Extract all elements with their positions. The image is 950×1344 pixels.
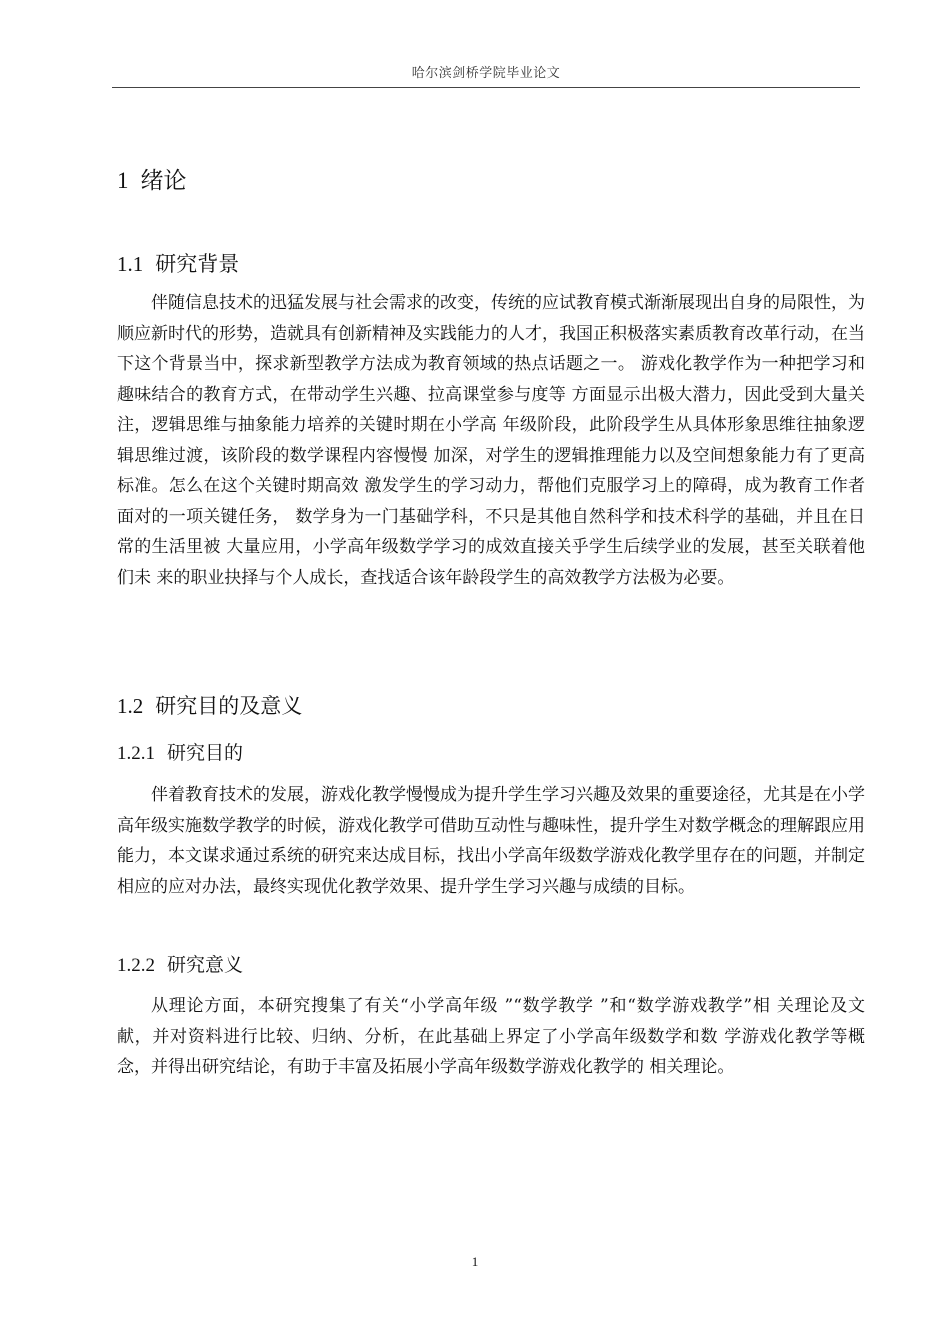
header-rule [112, 87, 860, 88]
paragraph-purpose: 伴着教育技术的发展，游戏化教学慢慢成为提升学生学习兴趣及效果的重要途径，尤其是在小学高年级实施数学教学的时候，游戏化教学可借助互动性与趣味性，提升学生对数学概念的理解跟应用能力，本文谋求通过系统的研究来达成目标，找出小学高年级数学游戏化教学里存在的问题，并制定相应的应对办法，最终实现优化教学效果、提升学生学习兴趣与成绩的目标。 [117, 785, 865, 897]
subsection-title: 研究目的 [167, 742, 244, 764]
chapter-heading [117, 162, 187, 195]
section-title: 研究背景 [155, 252, 240, 276]
subsection-title: 研究意义 [167, 954, 244, 976]
subsection-number: 1.2.1 [117, 743, 155, 764]
section-title: 研究目的及意义 [155, 694, 303, 718]
page-header: 哈尔滨剑桥学院毕业论文 [411, 66, 561, 81]
section-number: 1.2 [117, 694, 144, 718]
section-heading-1-1 [117, 248, 239, 278]
chapter-number: 1 [117, 168, 129, 193]
chapter-title: 绪论 [140, 168, 187, 194]
section-heading-1-2 [117, 690, 302, 720]
section-number: 1.1 [117, 252, 144, 276]
page-number: 1 [471, 1254, 479, 1269]
subsection-heading-1-2-2 [117, 950, 243, 977]
subsection-heading-1-2-1 [117, 738, 243, 765]
subsection-number: 1.2.2 [117, 955, 155, 976]
paragraph-significance: 从理论方面，本研究搜集了有关“小学高年级 ”“数学教学 ”和“数学游戏教学”相 关理论及文献，并对资料进行比较、归纳、分析，在此基础上界定了小学高年级数学和数 学游戏化教学等概念，并得出研究结论，有助于丰富及拓展小学高年级数学游戏化教学的 相关理论。 [117, 996, 865, 1077]
paragraph-background: 伴随信息技术的迅猛发展与社会需求的改变，传统的应试教育模式渐渐展现出自身的局限性，为顺应新时代的形势，造就具有创新精神及实践能力的人才，我国正积极落实素质教育改革行动，在当下这个背景当中，探求新型教学方法成为教育领域的热点话题之一。 游戏化教学作为一种把学习和趣味结合的教育方式，在带动学生兴趣、拉高课堂参与度等 方面显示出极大潜力，因此受到大量关注，逻辑思维与抽象能力培养的关键时期在小学高 年级阶段，此阶段学生从具体形象思维往抽象逻辑思维过渡，该阶段的数学课程内容慢慢 加深，对学生的逻辑推理能力以及空间想象能力有了更高标准。怎么在这个关键时期高效 激发学生的学习动力，帮他们克服学习上的障碍，成为教育工作者面对的一项关键任务， 数学身为一门基础学科，不只是其他自然科学和技术科学的基础，并且在日常的生活里被 大量应用，小学高年级数学学习的成效直接关乎学生后续学业的发展，甚至关联着他们未 来的职业抉择与个人成长，查找适合该年龄段学生的高效教学方法极为必要。 [117, 293, 865, 588]
